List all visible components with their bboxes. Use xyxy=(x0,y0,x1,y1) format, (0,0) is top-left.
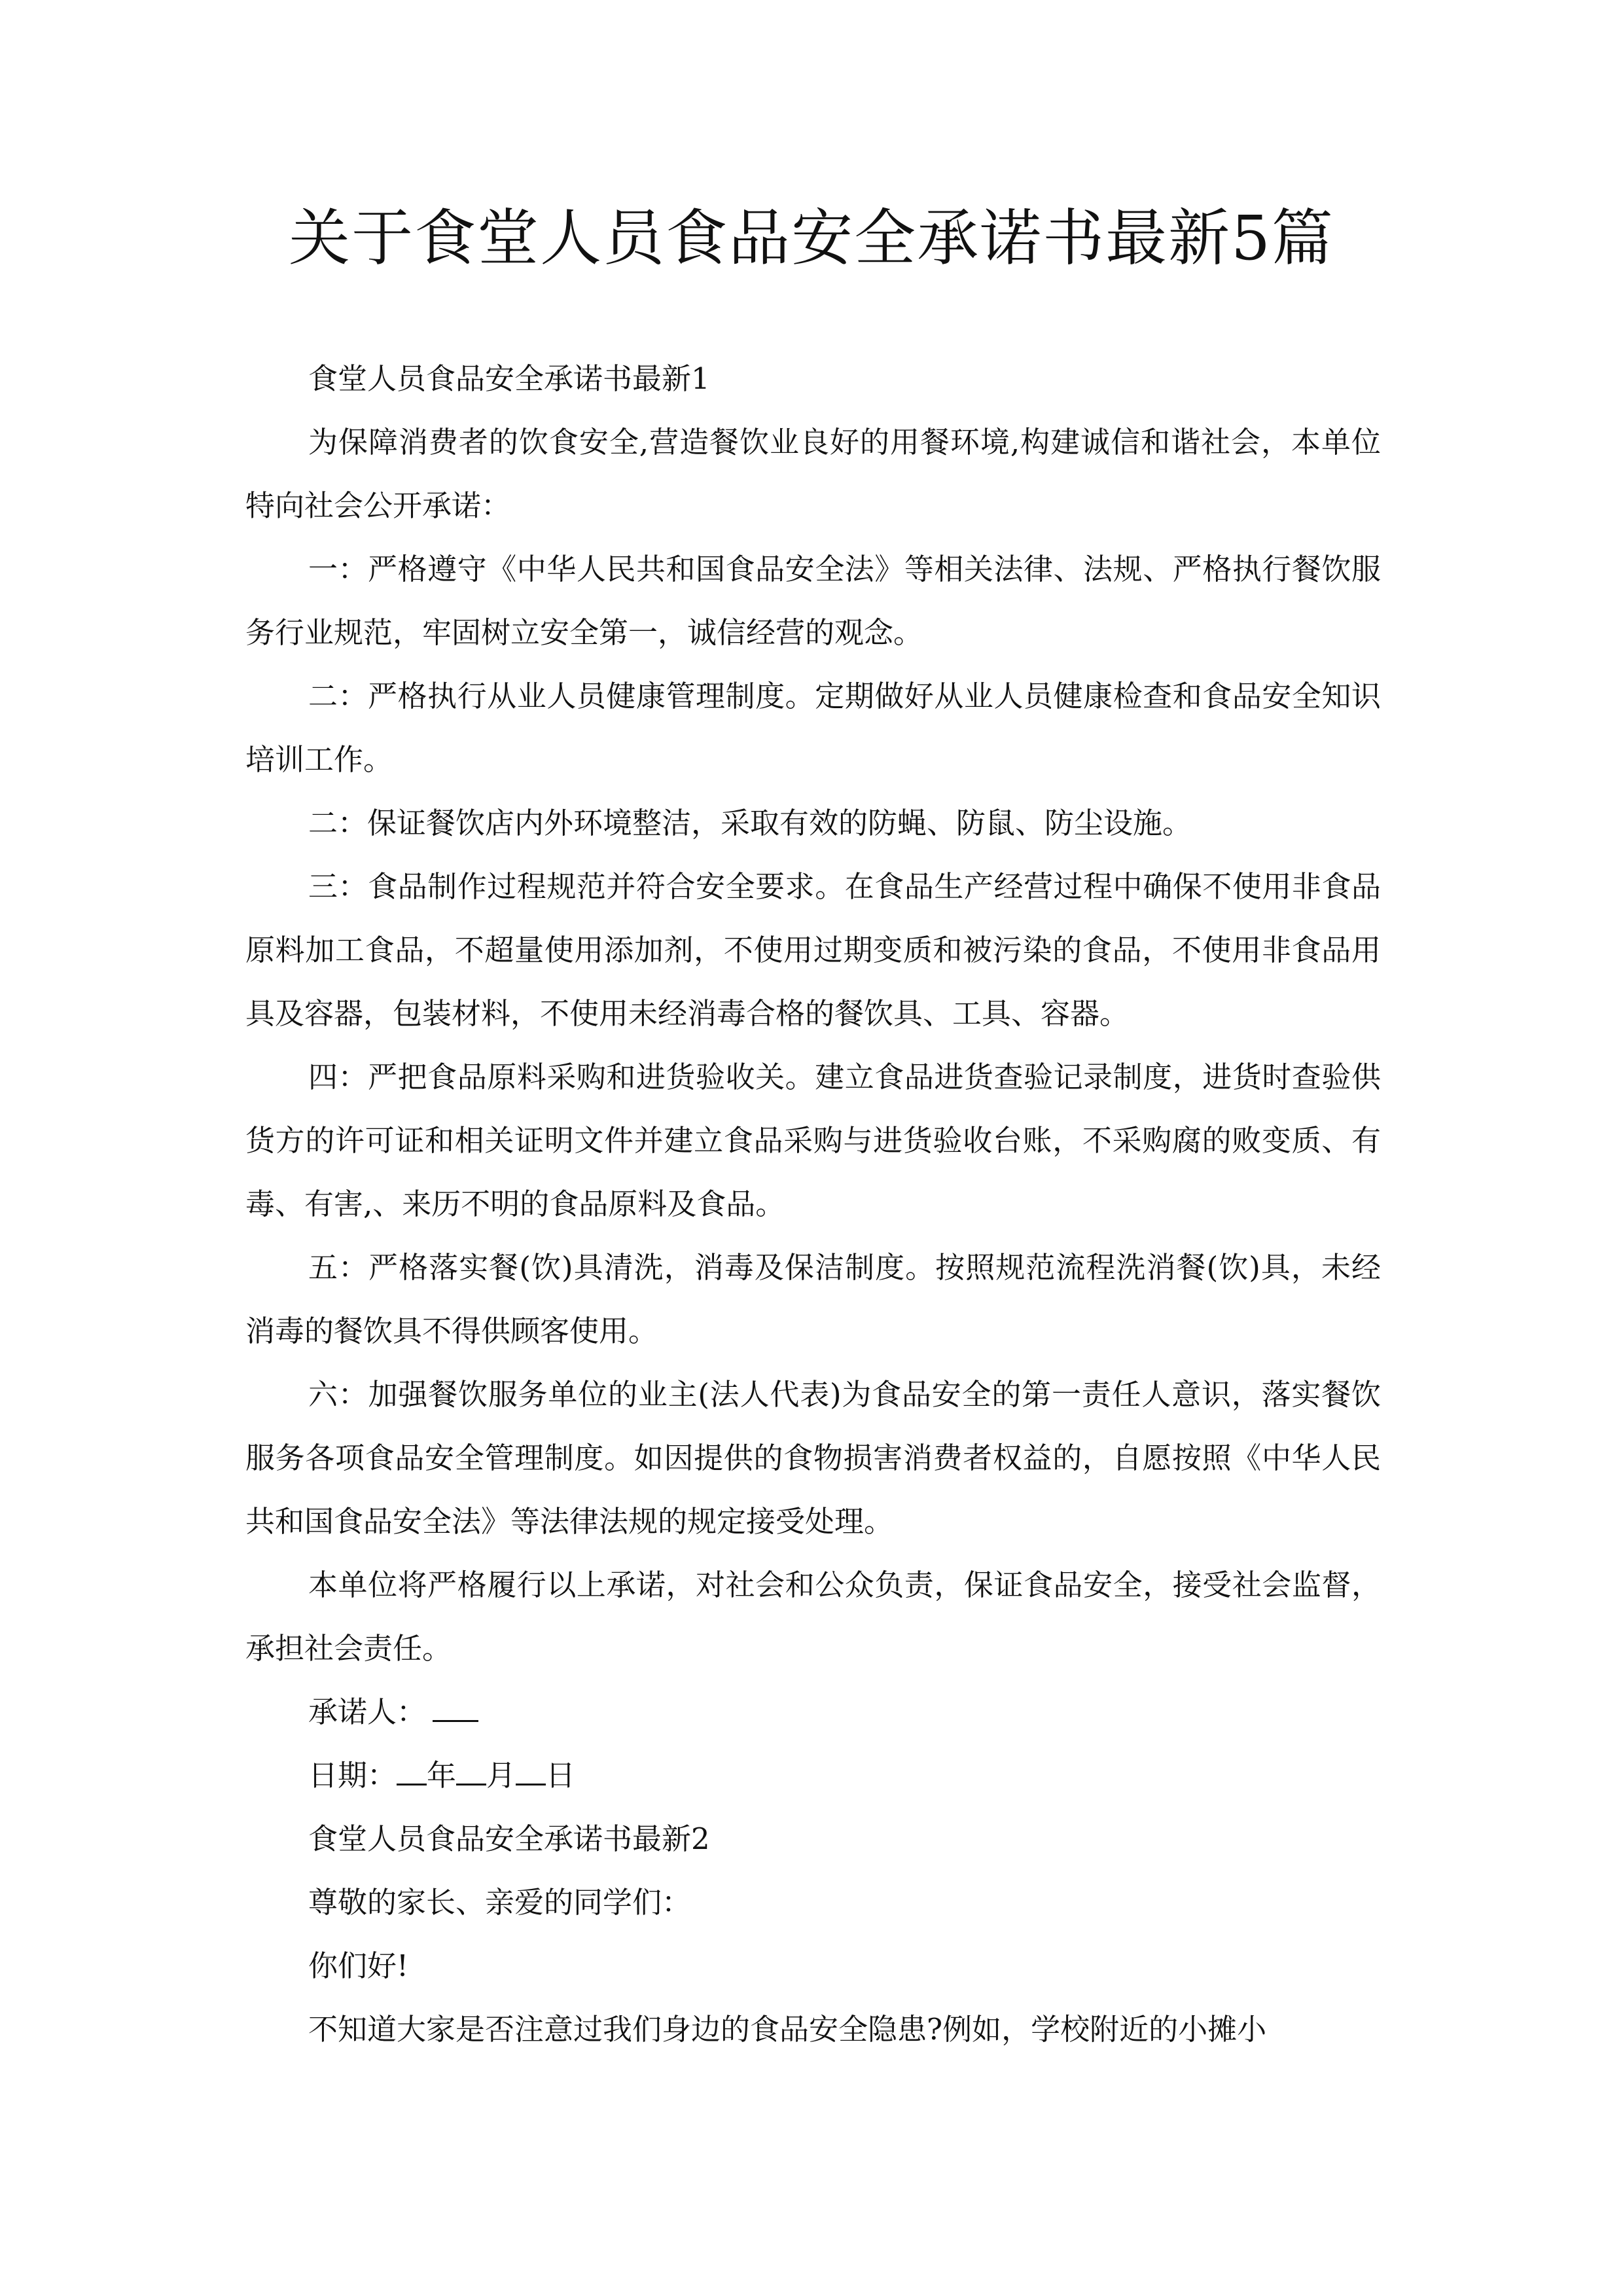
paragraph: 你们好! xyxy=(308,1948,409,1983)
paragraph: 本单位将严格履行以上承诺，对社会和公众负责，保证食品安全，接受社会监督，承担社会责任。 xyxy=(245,1568,1381,1666)
year-blank xyxy=(397,1760,427,1785)
date-label: 日期： xyxy=(308,1758,397,1793)
day-label: 日 xyxy=(546,1758,576,1793)
promiser-blank xyxy=(433,1696,478,1722)
document-title: 关于食堂人员食品安全承诺书最新5篇 xyxy=(289,203,1334,274)
section-heading-2: 食堂人员食品安全承诺书最新2 xyxy=(308,1821,710,1856)
month-label: 月 xyxy=(486,1758,516,1793)
paragraph: 三：食品制作过程规范并符合安全要求。在食品生产经营过程中确保不使用非食品原料加工食品，不超量使用添加剂，不使用过期变质和被污染的食品，不使用非食品用具及容器，包装材料，不使用未经消毒合格的餐饮具、工具、容器。 xyxy=(245,869,1381,1031)
paragraph: 六：加强餐饮服务单位的业主(法人代表)为食品安全的第一责任人意识，落实餐饮服务各项食品安全管理制度。如因提供的食物损害消费者权益的，自愿按照《中华人民共和国食品安全法》等法律法规的规定接受处理。 xyxy=(245,1377,1381,1539)
paragraph: 一：严格遵守《中华人民共和国食品安全法》等相关法律、法规、严格执行餐饮服务行业规范，牢固树立安全第一，诚信经营的观念。 xyxy=(245,552,1381,650)
year-label: 年 xyxy=(427,1758,457,1793)
month-blank xyxy=(456,1760,486,1785)
promiser-line xyxy=(245,1680,1381,1744)
paragraph: 五：严格落实餐(饮)具清洗，消毒及保洁制度。按照规范流程洗消餐(饮)具，未经消毒的餐饮具不得供顾客使用。 xyxy=(245,1250,1381,1348)
paragraph: 二：严格执行从业人员健康管理制度。定期做好从业人员健康检查和食品安全知识培训工作。 xyxy=(245,679,1381,777)
document-body xyxy=(245,347,1381,2061)
day-blank xyxy=(516,1760,546,1785)
section-heading-1: 食堂人员食品安全承诺书最新1 xyxy=(308,361,710,396)
paragraph: 为保障消费者的饮食安全,营造餐饮业良好的用餐环境,构建诚信和谐社会，本单位特向社会公开承诺： xyxy=(245,425,1381,523)
date-line xyxy=(245,1744,1381,1807)
paragraph: 二：保证餐饮店内外环境整洁，采取有效的防蝇、防鼠、防尘设施。 xyxy=(308,806,1192,840)
promiser-label: 承诺人： xyxy=(308,1695,427,1729)
paragraph: 不知道大家是否注意过我们身边的食品安全隐患?例如，学校附近的小摊小 xyxy=(308,2012,1267,2047)
paragraph: 尊敬的家长、亲爱的同学们： xyxy=(308,1885,692,1920)
paragraph: 四：严把食品原料采购和进货验收关。建立食品进货查验记录制度，进货时查验供货方的许可证和相关证明文件并建立食品采购与进货验收台账，不采购腐的败变质、有毒、有害,、来历不明的食品原料及食品。 xyxy=(245,1060,1381,1221)
